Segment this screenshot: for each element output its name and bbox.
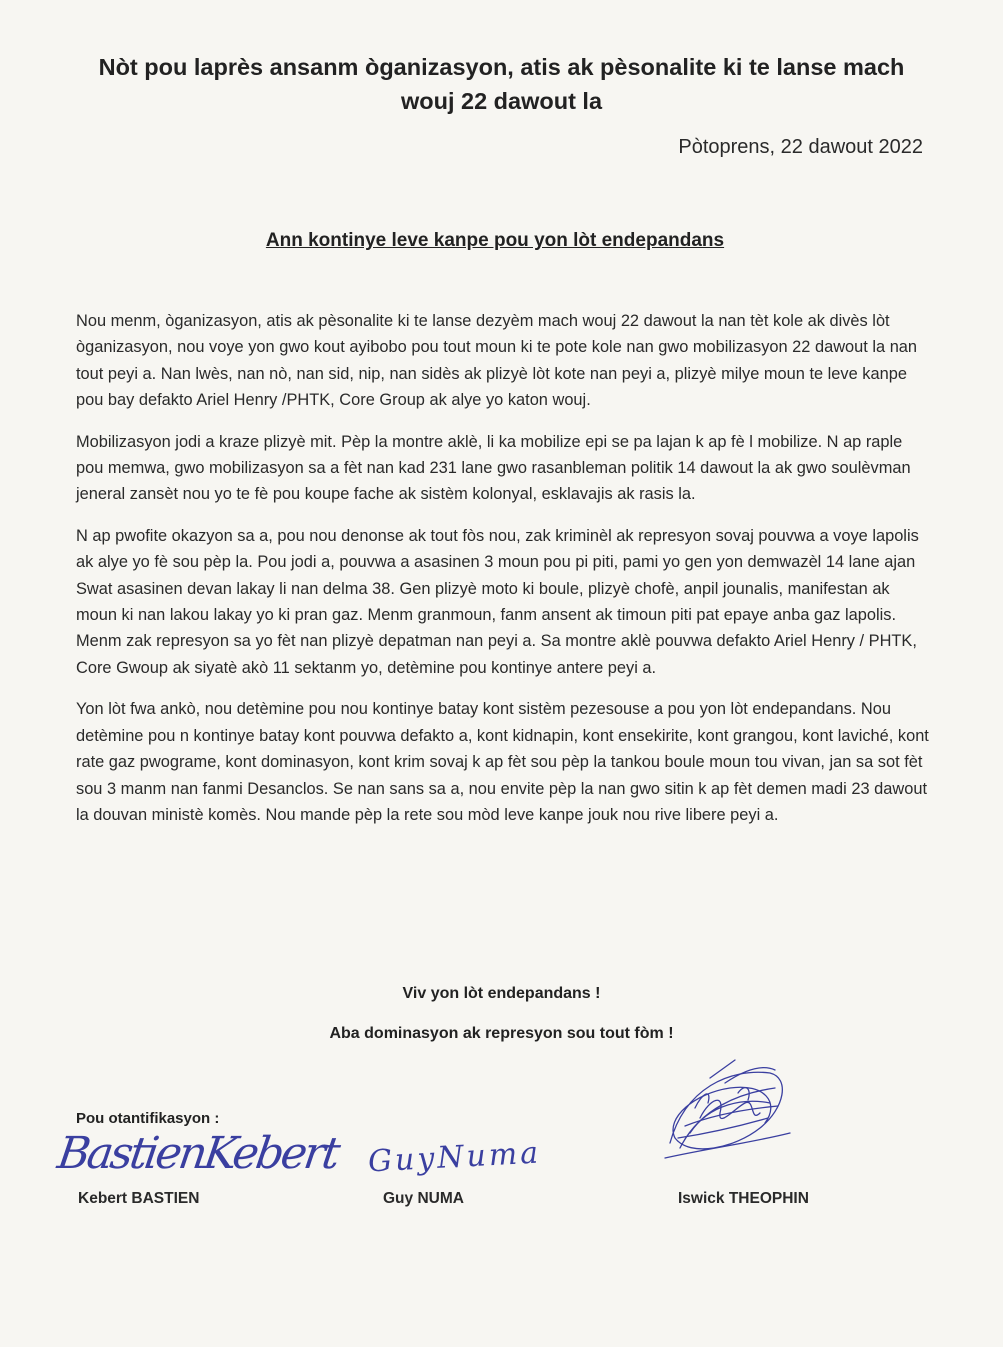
title-line-2: wouj 22 dawout la bbox=[400, 88, 603, 114]
place-date: Pòtoprens, 22 dawout 2022 bbox=[678, 136, 923, 158]
paragraph-3: N ap pwofite okazyon sa a, pou nou denonse ak tout fòs nou, zak kriminèl ak represyon sovaj pouvwa a voye lapolis ak alye yo fè sou pèp la. Pou jodi a, pouvwa a asasinen 3 moun pou pi piti, pami yo gen yon demwazèl 14 lane ajan Swat asasinen devan lakay li nan delma 38. Gen plizyè moto ki boule, plizyè chofè, anpil jounalis, manifestan ak moun ki nan lakou lakay yo ki pran gaz. Menm granmoun, fanm ansent ak timoun piti pat epaye anba gaz lapolis. Menm zak represyon sa yo fèt nan plizyè depatman nan peyi a. Sa montre aklè pouvwa defakto Ariel Henry / PHTK, Core Gwoup ak siyatè akò 11 sektanm yo, detèmine pou kontinye antere peyi a. bbox=[76, 526, 919, 677]
document-subtitle: Ann kontinye leve kanpe pou yon lòt endepandans bbox=[265, 230, 725, 251]
authentication-label: Pou otantifikasyon : bbox=[76, 1110, 220, 1127]
paragraph-4: Yon lòt fwa ankò, nou detèmine pou nou kontinye batay kont sistèm pezesouse a pou yon lòt endepandans. Nou detèmine pou n kontinye batay kont pouvwa defakto a, kont kidnapin, kont ensekirite, kont grangou, kont laviché, kont rate gaz pwograme, kont dominasyon, kont krim sovaj k ap fèt sou pèp la tankou boule moun tou vivan, jan sa sot fèt sou 3 manm nan fanmi Desanclos. Se nan sans sa a, nou envite pèp la nan gwo sitin k ap fèt demen madi 23 dawout la douvan ministè komès. Nou mande pèp la rete sou mòd leve kanpe jouk nou rive libere peyi a. bbox=[76, 700, 929, 824]
signature-kebert-bastien bbox=[54, 1128, 341, 1179]
document-title bbox=[40, 50, 963, 118]
title-line-1: Nòt pou laprès ansanm òganizasyon, atis ak pèsonalite ki te lanse mach bbox=[98, 54, 905, 80]
document-body bbox=[76, 308, 934, 843]
signer-name-3: Iswick THEOPHIN bbox=[678, 1190, 809, 1207]
slogan-2: Aba dominasyon ak represyon sou tout fòm ! bbox=[329, 1025, 674, 1042]
paragraph-1: Nou menm, òganizasyon, atis ak pèsonalite ki te lanse dezyèm mach wouj 22 dawout la nan tèt kole ak divès lòt òganizasyon, nou voye yon gwo kout ayibobo pou tout moun ki te pote kole nan gwo mobilizasyon 22 dawout la nan tout peyi a. Nan lwès, nan nò, nan sid, nip, nan sidès ak plizyè lòt kote nan peyi a, plizyè milye moun te leve kanpe pou bay defakto Ariel Henry /PHTK, Core Group ak alye yo katon wouj. bbox=[76, 312, 918, 410]
signature-guy-numa-text: GuyNuma bbox=[367, 1135, 542, 1180]
signature-guy-numa bbox=[367, 1135, 542, 1180]
signer-name-1: Kebert BASTIEN bbox=[78, 1190, 200, 1207]
signature-iswick-theophin bbox=[650, 1048, 800, 1178]
signer-name-2: Guy NUMA bbox=[383, 1190, 464, 1207]
paragraph-2: Mobilizasyon jodi a kraze plizyè mit. Pèp la montre aklè, li ka mobilize epi se pa lajan k ap fè l mobilize. N ap raple pou memwa, gwo mobilizasyon sa a fèt nan kad 231 lane gwo rasanbleman politik 14 dawout la ak gwo soulèvman jeneral zansèt nou yo te fè pou koupe fache ak sistèm kolonyal, esklavajis ak rasis la. bbox=[76, 432, 911, 504]
slogan-1: Viv yon lòt endepandans ! bbox=[402, 985, 601, 1002]
signature-kebert-bastien-text: BastienKebert bbox=[54, 1128, 341, 1179]
